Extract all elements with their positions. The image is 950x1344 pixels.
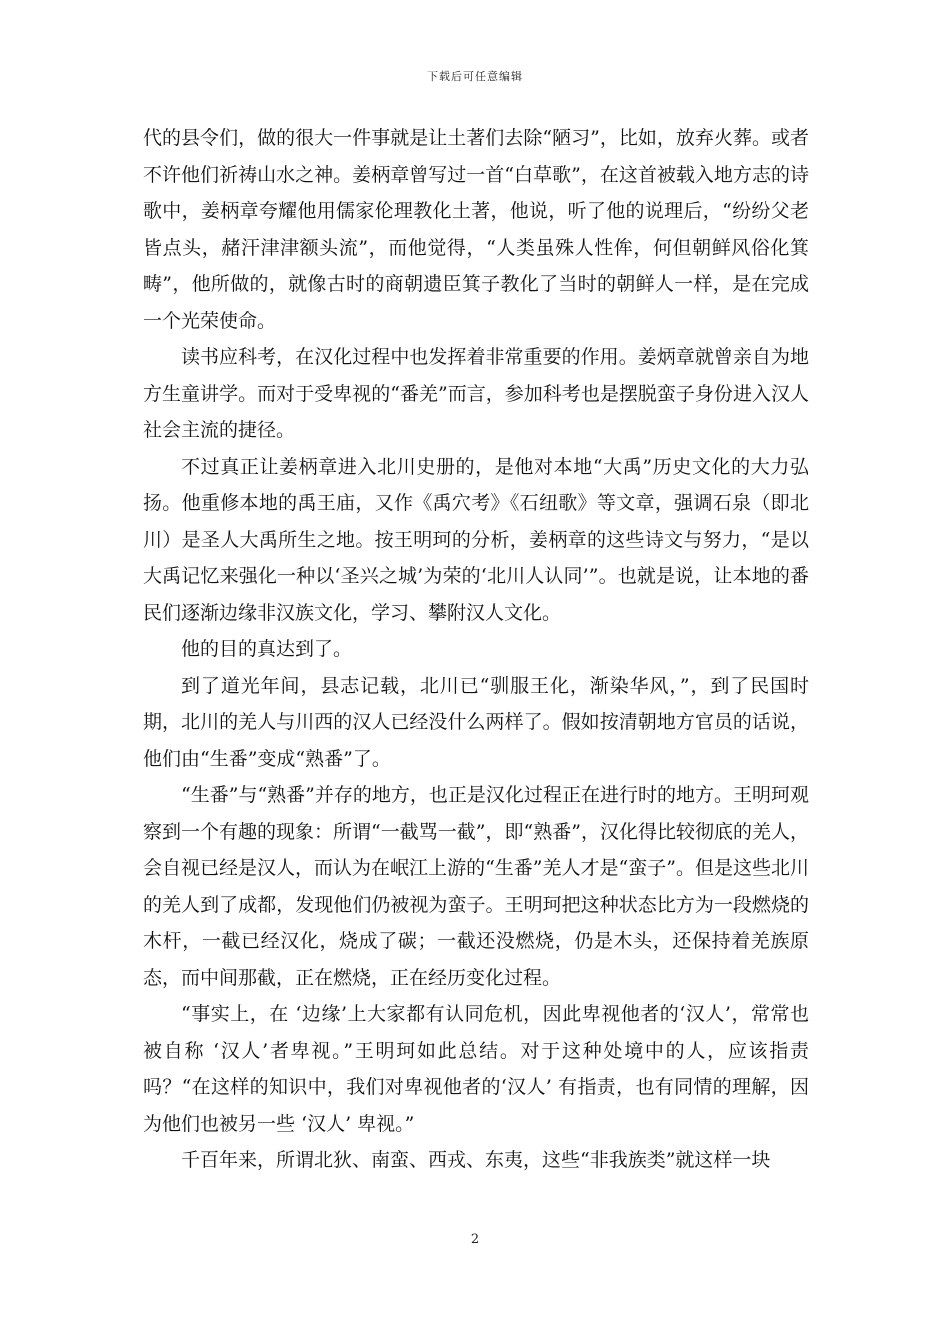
paragraph-5: 到了道光年间，县志记载，北川已“驯服王化，渐染华风，”，到了民国时期，北川的羌人与川西的汉人已经没什么两样了。假如按清朝地方官员的话说，他们由“生番”变成“熟番”了。 [143, 674, 809, 770]
page-header: 下载后可任意编辑 [427, 70, 523, 83]
paragraph-2: 读书应科考，在汉化过程中也发挥着非常重要的作用。姜炳章就曾亲自为地方生童讲学。而对于受卑视的“番羌”而言，参加科考也是摆脱蛮子身份进入汉人社会主流的捷径。 [143, 346, 809, 441]
paragraph-1: 代的县令们，做的很大一件事就是让土著们去除“陋习”，比如，放弃火葬。或者不许他们祈祷山水之神。姜柄章曾写过一首“白草歌”，在这首被载入地方志的诗歌中，姜柄章夸耀他用儒家伦理教化土著，他说，听了他的说理后，“纷纷父老皆点头，赭汗津津额头流”，而他觉得，“人类虽殊人性侔，何但朝鲜风俗化箕畴”，他所做的，就像古时的商朝遗臣箕子教化了当时的朝鲜人一样，是在完成一个光荣使命。 [143, 127, 809, 332]
page-number: 2 [470, 1232, 480, 1247]
paragraph-6: “生番”与“熟番”并存的地方，也正是汉化过程正在进行时的地方。王明珂观察到一个有趣的现象：所谓“一截骂一截”，即“熟番”，汉化得比较彻底的羌人，会自视已经是汉人，而认为在岷江上游的“生番”羌人才是“蛮子”。但是这些北川的羌人到了成都，发现他们仍被视为蛮子。王明珂把这种状态比方为一段燃烧的木杆，一截已经汉化，烧成了碳；一截还没燃烧，仍是木头，还保持着羌族原态，而中间那截，正在燃烧，正在经历变化过程。 [143, 784, 809, 989]
paragraph-4: 他的目的真达到了。 [181, 638, 353, 660]
document-body [143, 120, 809, 1179]
paragraph-8: 千百年来，所谓北狄、南蛮、西戎、东夷，这些“非我族类”就这样一块 [181, 1149, 771, 1171]
paragraph-3: 不过真正让姜柄章进入北川史册的，是他对本地“大禹”历史文化的大力弘扬。他重修本地的禹王庙，又作《禹穴考》《石纽歌》等文章，强调石泉（即北川）是圣人大禹所生之地。按王明珂的分析，姜柄章的这些诗文与努力，“是以大禹记忆来强化一种以‘圣兴之城’为荣的‘北川人认同’”。也就是说，让本地的番民们逐渐边缘非汉族文化，学习、攀附汉人文化。 [143, 455, 809, 624]
paragraph-7: “事实上，在 ‘边缘’上大家都有认同危机，因此卑视他者的‘汉人’，常常也被自称 ‘汉人’者卑视。”王明珂如此总结。对于这种处境中的人，应该指责吗？“在这样的知识中，我们对卑视他者的‘汉人’ 有指责，也有同情的理解，因为他们也被另一些 ‘汉人’ 卑视。” [143, 1003, 809, 1135]
